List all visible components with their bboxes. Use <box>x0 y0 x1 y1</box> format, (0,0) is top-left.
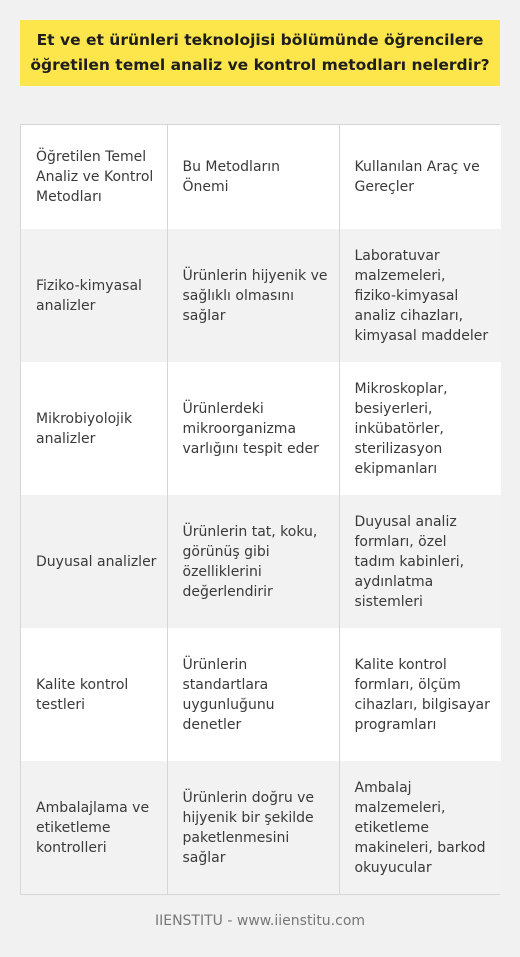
cell-method: Ambalajlama ve etiketleme kontrolleri <box>36 799 150 856</box>
header-importance: Bu Metodların Önemi <box>167 125 339 229</box>
cell-importance: Ürünlerin hijyenik ve sağlıklı olmasını sağlar <box>167 229 339 362</box>
table-header-row <box>21 125 501 229</box>
cell-tools: Mikroskoplar, besiyerleri, inkübatörler, sterilizasyon ekipmanları <box>339 362 501 495</box>
cell-method: Fiziko-kimyasal analizler <box>36 277 142 314</box>
cell-importance: Ürünlerdeki mikroorganizma varlığını tespit eder <box>167 362 339 495</box>
cell-method: Duyusal analizler <box>36 553 157 570</box>
table-row <box>21 362 501 495</box>
title-banner <box>20 20 500 86</box>
header-methods: Öğretilen Temel Analiz ve Kontrol Metodları <box>36 149 154 205</box>
title-line-2: öğretilen temel analiz ve kontrol metodları nelerdir? <box>30 56 490 74</box>
cell-tools: Duyusal analiz formları, özel tadım kabinleri, aydınlatma sistemleri <box>339 495 501 628</box>
footer-credit: IIENSTITU - www.iienstitu.com <box>154 913 366 929</box>
page-title <box>30 28 489 78</box>
table-row <box>21 761 501 894</box>
cell-tools: Kalite kontrol formları, ölçüm cihazları, bilgisayar programları <box>339 628 501 761</box>
methods-table-container <box>20 124 500 895</box>
cell-tools: Ambalaj malzemeleri, etiketleme makineleri, barkod okuyucular <box>339 761 501 894</box>
cell-tools: Laboratuvar malzemeleri, fiziko-kimyasal analiz cihazları, kimyasal maddeler <box>339 229 501 362</box>
table-row <box>21 628 501 761</box>
table-row <box>21 495 501 628</box>
table-row <box>21 229 501 362</box>
cell-importance: Ürünlerin tat, koku, görünüş gibi özelliklerini değerlendirir <box>167 495 339 628</box>
cell-importance: Ürünlerin standartlara uygunluğunu denetler <box>167 628 339 761</box>
header-tools: Kullanılan Araç ve Gereçler <box>339 125 501 229</box>
cell-method: Mikrobiyolojik analizler <box>36 410 133 447</box>
methods-table <box>21 125 501 894</box>
cell-method: Kalite kontrol testleri <box>36 676 129 713</box>
cell-importance: Ürünlerin doğru ve hijyenik bir şekilde paketlenmesini sağlar <box>167 761 339 894</box>
title-line-1: Et ve et ürünleri teknolojisi bölümünde öğrencilere <box>36 31 484 49</box>
